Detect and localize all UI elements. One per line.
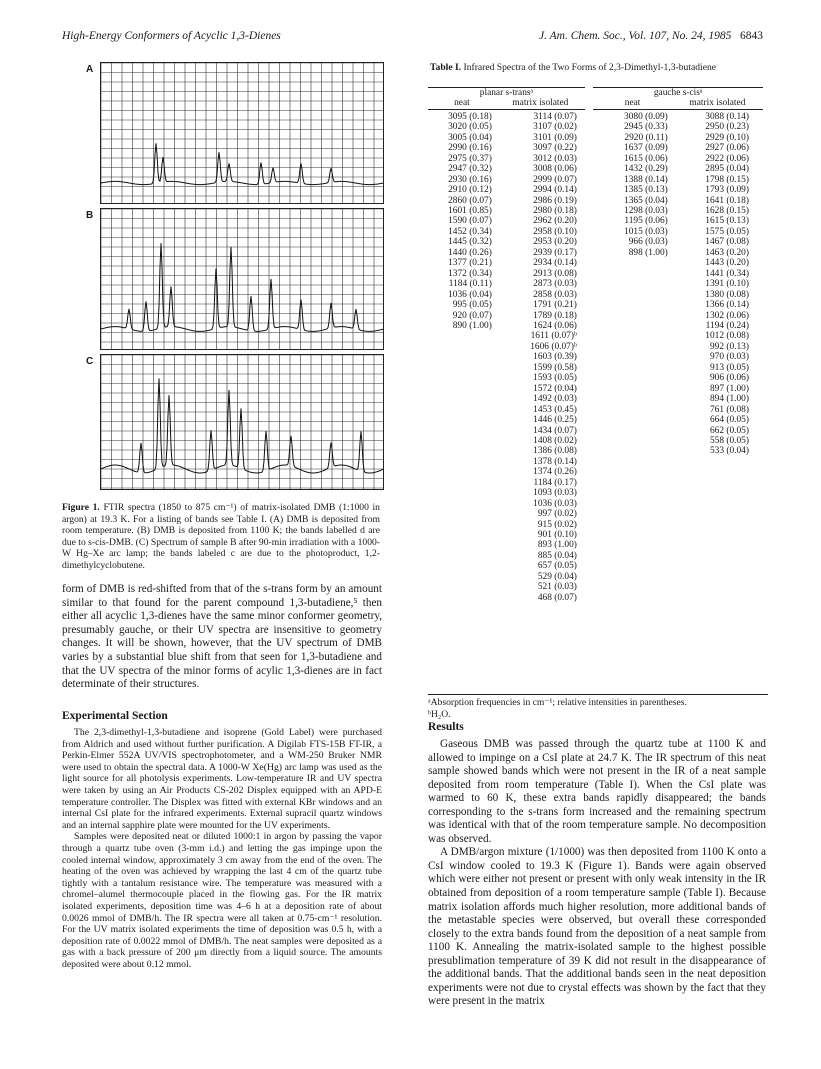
table-cell [428,530,496,540]
table-cell [593,551,671,561]
ir-spectra-table [428,87,763,603]
table-row [428,290,763,300]
table-cell: 1446 (0.25) [533,415,577,426]
table-footnote-a: ᵃAbsorption frequencies in cm⁻¹; relative intensities in parentheses. [428,697,687,708]
table-cell [428,520,496,530]
table-cell: 521 (0.03) [537,582,577,593]
table-cell: 2860 (0.07) [448,195,492,206]
table-row [428,175,763,185]
table-row [428,572,763,582]
table-row [428,237,763,247]
table-row [428,143,763,153]
table-cell [593,540,671,550]
table-cell [593,530,671,540]
table-row [428,133,763,143]
table-row [428,446,763,456]
table-cell: 1791 (0.21) [533,300,577,311]
table-cell [672,551,763,561]
table-cell [672,572,763,582]
table-cell: 2927 (0.06) [705,143,749,154]
table-cell [593,467,671,477]
table-cell: 1572 (0.04) [533,383,577,394]
table-row [428,530,763,540]
table-cell [428,509,496,519]
table-cell: 1036 (0.04) [448,289,492,300]
table-cell [593,499,671,509]
table-cell: 1606 (0.07)ᵇ [530,341,577,352]
table-row [428,321,763,331]
table-cell [672,593,763,603]
table-cell: 2994 (0.14) [533,185,577,196]
table-cell [593,352,671,362]
figure-caption-text: FTIR spectra (1850 to 875 cm⁻¹) of matrix-isolated DMB (1:1000 in argon) at 19.3 K. For a listing of bands see Table I. (A) DMB is deposited from room temperature. (B) DMB is deposited from 1100 K; the bands labelled d are due to s-cis-DMB. (C) Spectrum of sample B after 90-min irradiation with a 1000-W Hg–Xe arc lamp; the bands labeled c are due to the photoproduct, 1,2-dimethylcyclobutene. [62,502,380,571]
table-cell: 1374 (0.26) [533,467,577,478]
panel-label-b: B [86,210,94,221]
table-cell [593,269,671,279]
table-cell [593,405,671,415]
table-cell: 1443 (0.20) [705,258,749,269]
spectrum-b-plot [101,209,383,349]
table-row [428,582,763,592]
table-row [428,405,763,415]
table-row [428,384,763,394]
table-cell: 966 (0.03) [628,237,668,248]
table-cell: 2922 (0.06) [705,153,749,164]
table-row [428,300,763,310]
spectrum-panel-b [100,208,384,350]
table-cell: 1434 (0.07) [533,425,577,436]
table-footnote-b: ᵇH₂O. [428,708,451,720]
table-cell [593,342,671,352]
table-cell [593,290,671,300]
table-cell: 915 (0.02) [537,519,577,530]
table-cell: 894 (1.00) [709,394,749,405]
table-cell [428,426,496,436]
table-cell: 1377 (0.21) [448,258,492,269]
table-cell: 1372 (0.34) [448,268,492,279]
table-cell [428,446,496,456]
running-header-journal [539,30,763,42]
table-cell [593,509,671,519]
table-cell: 2947 (0.32) [448,164,492,175]
table-row [428,279,763,289]
body-paragraph-1: form of DMB is red-shifted from that of the s-trans form by an amount similar to that found for the parent compound 1,3-butadiene,⁵ then either all acyclic 1,3-dienes have the same minor conformer geometry, presumably gauche, or their UV spectra are insensitive to geometry changes. It will be shown, however, that the UV spectrum of DMB varies by a substantial blue shift from that seen for 1,3-butadiene and that the UV spectra of the minor forms of acylic 1,3-dienes are in fact determinate of their structures. [62,583,382,691]
table-cell: 533 (0.04) [709,446,749,457]
table-row [428,216,763,226]
table-cell: 2895 (0.04) [705,164,749,175]
table-cell: 664 (0.05) [709,415,749,426]
table-row [428,206,763,216]
table-cell [593,258,671,268]
table-cell [428,540,496,550]
table-row [428,551,763,561]
table-cell: 1628 (0.15) [705,205,749,216]
table-cell: 3012 (0.03) [533,153,577,164]
table-cell: 997 (0.02) [537,509,577,520]
table-cell: 3114 (0.07) [533,111,577,122]
table-row [428,331,763,341]
table-cell [428,331,496,341]
table-cell [593,331,671,341]
results-heading: Results [428,721,464,733]
table-cell [428,394,496,404]
table-cell [428,467,496,477]
table-cell: 1440 (0.26) [448,247,492,258]
table-cell [672,520,763,530]
table-cell: 2858 (0.03) [533,289,577,300]
table-row [428,373,763,383]
table-cell [428,436,496,446]
table-cell: 1467 (0.08) [705,237,749,248]
table-row [428,342,763,352]
table-cell: 3088 (0.14) [705,111,749,122]
table-cell [593,321,671,331]
table-cell: 1789 (0.18) [533,310,577,321]
table-cell [428,478,496,488]
table-cell: 1599 (0.58) [533,362,577,373]
table-row [428,269,763,279]
table-cell: 2939 (0.17) [533,247,577,258]
table-cell [593,457,671,467]
table-row [428,561,763,571]
table-title [430,62,760,74]
table-cell [428,551,496,561]
table-cell [428,572,496,582]
table-cell: 3107 (0.02) [533,122,577,133]
table-cell [428,415,496,425]
table-cell: 1603 (0.39) [533,352,577,363]
table-cell: 897 (1.00) [709,383,749,394]
table-cell [593,446,671,456]
table-cell [593,478,671,488]
table-cell: 1184 (0.11) [448,279,492,290]
table-row [428,164,763,174]
experimental-paragraph-1: The 2,3-dimethyl-1,3-butadiene and isoprene (Gold Label) were purchased from Aldrich and used without further purification. A Digilab FTS-15B FT-IR, a Perkin-Elmer 552A UV/VIS spectrophotometer, and a WM-250 Bruker NMR were used to obtain the spectral data. A 1000-W Xe(Hg) arc lamp was used as the light source for all photolysis experiments. Low-temperature IR and UV spectra were taken by using an Air Products CS-202 Displex equipped with an APD-E temperature controller. The Displex was fitted with external KBr windows and an internal CsI plate for the infrared experiments. External supracil quartz windows and an internal sapphire plate were mounted for the UV experiments. [62,727,382,831]
table-label: Table I. [430,62,462,73]
table-cell [593,394,671,404]
table-cell: 3005 (0.04) [448,132,492,143]
table-cell: 1452 (0.34) [448,226,492,237]
table-cell: 2986 (0.19) [533,195,577,206]
table-cell: 885 (0.04) [537,550,577,561]
table-cell: 1641 (0.18) [705,195,749,206]
table-cell [672,540,763,550]
table-cell: 1575 (0.05) [705,226,749,237]
table-cell [593,373,671,383]
table-cell [428,499,496,509]
table-cell [672,467,763,477]
table-row [428,196,763,206]
column-header: matrix isolated [496,98,585,109]
table-row [428,593,763,603]
table-cell: 1611 (0.07)ᵇ [530,331,577,342]
table-cell: 3095 (0.18) [448,111,492,122]
table-cell: 2990 (0.16) [448,143,492,154]
figure-caption-label: Figure 1. [62,502,100,513]
table-footnotes [428,694,768,720]
table-cell [593,384,671,394]
table-cell: 898 (1.00) [628,247,668,258]
table-cell [593,561,671,571]
table-cell: 1463 (0.20) [705,247,749,258]
figure-caption [62,502,380,572]
table-cell: 2953 (0.20) [533,237,577,248]
table-cell: 1093 (0.03) [533,488,577,499]
table-cell: 2873 (0.03) [533,279,577,290]
table-cell [593,363,671,373]
table-group-gauche-s-cis: gauche s-cisᵃ [593,88,763,99]
table-cell [428,561,496,571]
table-cell: 1365 (0.04) [624,195,668,206]
table-row [428,467,763,477]
table-cell: 1386 (0.08) [533,446,577,457]
table-cell: 1036 (0.03) [533,498,577,509]
figure-1 [86,62,386,494]
table-cell: 1432 (0.29) [624,164,668,175]
experimental-section-heading: Experimental Section [62,710,168,722]
table-cell: 893 (1.00) [537,540,577,551]
table-cell: 1637 (0.09) [624,143,668,154]
table-cell: 890 (1.00) [452,320,492,331]
table-row [428,352,763,362]
table-cell: 3097 (0.22) [533,143,577,154]
table-cell: 1601 (0.85) [448,205,492,216]
table-row [428,122,763,132]
table-cell [672,488,763,498]
table-cell: 3008 (0.06) [533,164,577,175]
spectrum-panel-c [100,354,384,490]
table-cell [428,582,496,592]
table-cell [428,363,496,373]
spectrum-a-plot [101,63,383,203]
table-cell [428,405,496,415]
table-row [428,488,763,498]
table-row [428,311,763,321]
results-text [428,738,766,1009]
results-paragraph-1: Gaseous DMB was passed through the quartz tube at 1100 K and allowed to impinge on a CsI plate at 24.7 K. The IR spectrum of this neat sample showed bands which were not present in the IR of a neat sample deposited from room temperature (Table I). When the CsI plate was warmed to 60 K, these extra bands rapidly disappeared; the bands corresponding to the s-trans form increased and the remaining spectrum was identical with that of the room temperature sample. No decomposition was observed. [428,738,766,845]
table-cell: 2930 (0.16) [448,174,492,185]
table-cell [672,457,763,467]
table-row [428,540,763,550]
table-cell: 468 (0.07) [537,592,577,603]
table-cell [672,509,763,519]
table-cell: 2929 (0.10) [705,132,749,143]
table-cell [672,499,763,509]
table-cell: 1441 (0.34) [705,268,749,279]
table-cell [428,488,496,498]
table-cell: 2945 (0.33) [624,122,668,133]
table-row [428,478,763,488]
table-cell [593,436,671,446]
table-row [428,509,763,519]
column-header: matrix isolated [672,98,763,109]
table-cell: 920 (0.07) [452,310,492,321]
table-row [428,520,763,530]
table-row [428,185,763,195]
table-cell: 1378 (0.14) [533,456,577,467]
table-cell: 558 (0.05) [709,435,749,446]
table-row [428,154,763,164]
table-title-text: Infrared Spectra of the Two Forms of 2,3-Dimethyl-1,3-butadiene [463,62,717,73]
table-cell [593,311,671,321]
table-cell: 2962 (0.20) [533,216,577,227]
table-cell [593,582,671,592]
table-cell [593,572,671,582]
table-cell: 1380 (0.08) [705,289,749,300]
table-cell: 1624 (0.06) [533,320,577,331]
table-cell: 1195 (0.06) [624,216,668,227]
table-cell: 2934 (0.14) [533,258,577,269]
table-cell: 913 (0.05) [709,362,749,373]
experimental-section-text [62,727,382,970]
panel-label-c: C [86,356,94,367]
table-cell: 657 (0.05) [537,561,577,572]
panel-label-a: A [86,64,94,75]
table-row [428,499,763,509]
table-cell: 901 (0.10) [537,530,577,541]
table-cell: 2975 (0.37) [448,153,492,164]
table-cell: 1366 (0.14) [705,300,749,311]
table-cell: 1298 (0.03) [624,205,668,216]
table-cell [593,415,671,425]
table-cell: 3101 (0.09) [533,132,577,143]
table-cell: 1590 (0.07) [448,216,492,227]
table-cell: 992 (0.13) [709,341,749,352]
table-cell: 1385 (0.13) [624,185,668,196]
table-row [428,394,763,404]
table-cell: 1615 (0.13) [705,216,749,227]
table-cell [672,530,763,540]
table-cell [593,279,671,289]
table-row [428,363,763,373]
journal-citation: J. Am. Chem. Soc., Vol. 107, No. 24, 1985 [538,30,732,42]
table-cell: 2980 (0.18) [533,205,577,216]
table-cell [428,342,496,352]
table-cell [428,593,496,603]
table-cell: 995 (0.05) [452,300,492,311]
table-cell [593,593,671,603]
table-cell: 1302 (0.06) [705,310,749,321]
table-cell: 1492 (0.03) [533,394,577,405]
table-cell: 3080 (0.09) [624,111,668,122]
table-cell: 1391 (0.10) [705,279,749,290]
table-cell [672,478,763,488]
table-cell: 2910 (0.12) [448,185,492,196]
table-row [428,436,763,446]
table-cell [672,582,763,592]
table-row [428,457,763,467]
table-cell: 761 (0.08) [709,404,749,415]
table-cell [428,352,496,362]
table-cell [672,561,763,571]
table-cell: 2913 (0.08) [533,268,577,279]
table-cell: 1798 (0.15) [705,174,749,185]
table-cell: 2950 (0.23) [705,122,749,133]
table-cell [593,488,671,498]
table-cell: 3020 (0.05) [448,122,492,133]
table-cell [593,426,671,436]
table-cell: 1015 (0.03) [624,226,668,237]
table-cell: 1453 (0.45) [533,404,577,415]
table-cell: 529 (0.04) [537,571,577,582]
spectrum-c-plot [101,355,383,489]
table-row [428,426,763,436]
table-cell: 970 (0.03) [709,352,749,363]
table-cell: 1194 (0.24) [705,320,749,331]
table-cell: 1408 (0.02) [533,435,577,446]
table-body [428,109,763,603]
table-cell: 1388 (0.14) [624,174,668,185]
table-cell: 1445 (0.32) [448,237,492,248]
table-cell [593,520,671,530]
table-cell: 906 (0.06) [709,373,749,384]
page-number: 6843 [740,30,763,42]
table-cell [428,373,496,383]
column-header: neat [593,98,671,109]
column-header: neat [428,98,496,109]
table-cell: 1793 (0.09) [705,185,749,196]
table-row [428,109,763,122]
table-cell [593,300,671,310]
table-cell: 1593 (0.05) [533,373,577,384]
table-group-planar-s-trans: planar s-transᵃ [428,88,585,99]
spectrum-panel-a [100,62,384,204]
table-row [428,227,763,237]
table-row [428,258,763,268]
table-cell: 2958 (0.10) [533,226,577,237]
table-row [428,248,763,258]
running-header-title: High-Energy Conformers of Acyclic 1,3-Dienes [62,30,281,42]
table-cell: 2999 (0.07) [533,174,577,185]
results-paragraph-2: A DMB/argon mixture (1/1000) was then deposited from 1100 K onto a CsI window cooled to 19.3 K (Figure 1). Bands were again observed which were either not present or present with only weak intensity in the IR obtained from deposition of a room temperature sample (Table I). Because matrix isolation affords much higher resolution, more additional bands of the metastable species were observed, but overall these corresponded closely to the extra bands found from the deposition of a neat sample from 1100 K. Annealing the matrix-isolated sample to the highest possible presublimation temperature of 39 K did not result in the disappearance of the additional bands. That the additional bands seen in the neat deposition experiments were not due to crystal effects was shown by the fact that they were present in the matrix [428,846,766,1008]
table-cell: 1615 (0.06) [624,153,668,164]
table-cell [428,457,496,467]
table-cell: 1012 (0.08) [705,331,749,342]
table-cell: 662 (0.05) [709,425,749,436]
experimental-paragraph-2: Samples were deposited neat or diluted 1000:1 in argon by passing the vapor through a quartz tube oven (3-mm i.d.) and letting the gas impinge upon the cooled internal window, approximately 3 cm away from the end of the oven. The heating of the oven was achieved by wrapping the last 4 cm of the quartz tube tightly with a tantalum resistance wire. The temperature was measured with a chromel–alumel thermocouple placed in the flowing gas. For the IR matrix isolated experiments, deposition time was 4–6 h at a deposition rate of about 0.0026 mmol of DMB/h. The IR spectra were all taken at 0.75-cm⁻¹ resolution. For the UV matrix isolated experiments the time of deposition was 0.5 h, with a deposition rate of 0.0022 mmol of DMB/h. The neat samples were deposited as a gas with a back pressure of 200 μm directly from a liquid source. The amounts deposited were about 0.12 mmol. [62,831,382,970]
table-cell: 1184 (0.17) [533,477,577,488]
table-cell: 2920 (0.11) [624,132,668,143]
table-cell [428,384,496,394]
table-row [428,415,763,425]
